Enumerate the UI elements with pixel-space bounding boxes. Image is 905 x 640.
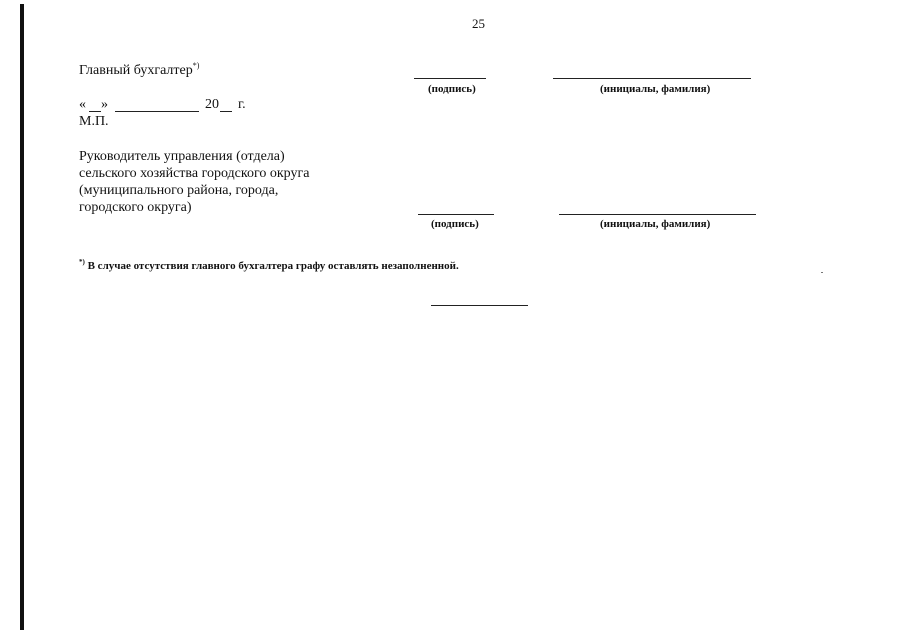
date-year-line [220, 111, 232, 112]
head-title-line-3: (муниципального района, города, [79, 183, 279, 198]
footnote-mark: *) [79, 258, 85, 266]
date-month-line [115, 111, 199, 112]
head-signature-line [418, 214, 494, 215]
date-open-quote: « [79, 97, 86, 112]
footnote [79, 260, 459, 272]
date-day-line [89, 111, 101, 112]
footnote-marker: *) [192, 61, 200, 70]
head-title-line-4: городского округа) [79, 200, 192, 215]
left-margin-bar [20, 4, 24, 630]
stamp-place-label: М.П. [79, 114, 109, 129]
date-year-prefix: 20 [205, 97, 219, 112]
chief-accountant-label [79, 63, 199, 79]
chief-accountant-text: Главный бухгалтер [79, 63, 193, 78]
head-name-line [559, 214, 756, 215]
chief-accountant-name-caption: (инициалы, фамилия) [600, 83, 711, 95]
chief-accountant-signature-line [414, 78, 486, 79]
chief-accountant-name-line [553, 78, 751, 79]
footnote-end-rule [431, 305, 528, 306]
head-name-caption: (инициалы, фамилия) [600, 218, 711, 230]
page-number: 25 [472, 16, 485, 31]
head-signature-caption: (подпись) [431, 218, 479, 230]
date-close-quote: » [101, 97, 108, 112]
head-title-line-1: Руководитель управления (отдела) [79, 149, 285, 164]
footnote-text: В случае отсутствия главного бухгалтера графу оставлять незаполненной. [87, 260, 459, 272]
scan-speck [821, 272, 823, 273]
head-title-line-2: сельского хозяйства городского округа [79, 166, 310, 181]
date-year-suffix: г. [238, 97, 246, 112]
chief-accountant-signature-caption: (подпись) [428, 83, 476, 95]
